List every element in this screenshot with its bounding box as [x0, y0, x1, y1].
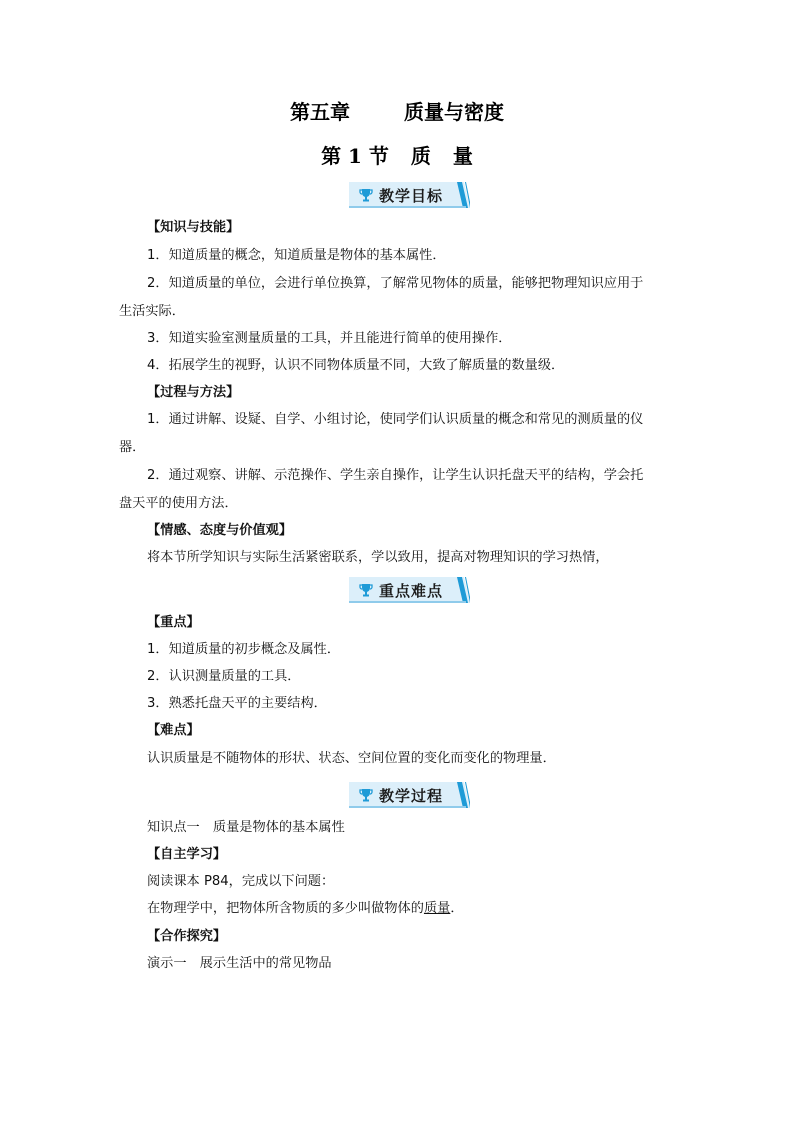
question-text: 在物理学中，把物体所含物质的多少叫做物体的	[147, 901, 424, 916]
focus-item: 3．熟悉托盘天平的主要结构．	[147, 696, 327, 711]
cooperation-heading: 【合作探究】	[147, 929, 227, 944]
trophy-icon	[358, 582, 374, 598]
chapter-number: 第五章	[290, 100, 350, 124]
focus-item: 1．知道质量的初步概念及属性．	[147, 642, 341, 657]
self-study-heading: 【自主学习】	[147, 847, 227, 862]
goal-item: 2．通过观察、讲解、示范操作、学生亲自操作，让学生认识托盘天平的结构，学会托	[147, 468, 644, 483]
goal-item: 3．知道实验室测量质量的工具，并且能进行简单的使用操作．	[147, 331, 512, 346]
goal-item-continued: 器．	[119, 440, 146, 455]
question-end: ．	[450, 901, 464, 916]
reading-instruction: 阅读课本 P84，完成以下问题：	[147, 874, 335, 889]
focus-heading: 【重点】	[147, 615, 200, 630]
chapter-title	[0, 96, 794, 125]
difficulty-item: 认识质量是不随物体的形状、状态、空间位置的变化而变化的物理量．	[147, 751, 556, 766]
section-number: 第 1 节	[321, 144, 389, 168]
demo-item: 演示一 展示生活中的常见物品	[147, 956, 332, 971]
trophy-icon	[358, 787, 374, 803]
section-title	[0, 140, 794, 169]
banner-teaching-process	[349, 782, 470, 808]
goal-item: 1．知道质量的概念，知道质量是物体的基本属性．	[147, 248, 446, 263]
goal-item: 将本节所学知识与实际生活紧密联系，学以致用，提高对物理知识的学习热情，	[147, 550, 609, 565]
focus-item: 2．认识测量质量的工具．	[147, 669, 301, 684]
goal-item-continued: 生活实际．	[119, 304, 185, 319]
banner-label: 教学过程	[379, 787, 444, 805]
section-name-part-1: 质	[410, 144, 431, 168]
emotion-heading: 【情感、态度与价值观】	[147, 523, 293, 538]
goal-item: 2．知道质量的单位，会进行单位换算，了解常见物体的质量，能够把物理知识应用于	[147, 276, 644, 291]
knowledge-point-title: 知识点一 质量是物体的基本属性	[147, 820, 345, 835]
knowledge-heading: 【知识与技能】	[147, 220, 240, 235]
fill-in-question	[147, 899, 707, 919]
difficulty-heading: 【难点】	[147, 723, 200, 738]
question-answer: 质量	[423, 901, 451, 916]
chapter-name: 质量与密度	[404, 100, 504, 124]
banner-label: 重点难点	[379, 582, 444, 600]
trophy-icon	[358, 187, 374, 203]
goal-item: 4．拓展学生的视野，认识不同物体质量不同，大致了解质量的数量级．	[147, 358, 565, 373]
banner-label: 教学目标	[379, 187, 444, 205]
section-name-part-2: 量	[452, 144, 473, 168]
method-heading: 【过程与方法】	[147, 385, 240, 400]
goal-item: 1．通过讲解、设疑、自学、小组讨论，使同学们认识质量的概念和常见的测质量的仪	[147, 412, 644, 427]
banner-key-points	[349, 577, 470, 603]
banner-teaching-goals	[349, 182, 470, 208]
goal-item-continued: 盘天平的使用方法．	[119, 496, 238, 511]
